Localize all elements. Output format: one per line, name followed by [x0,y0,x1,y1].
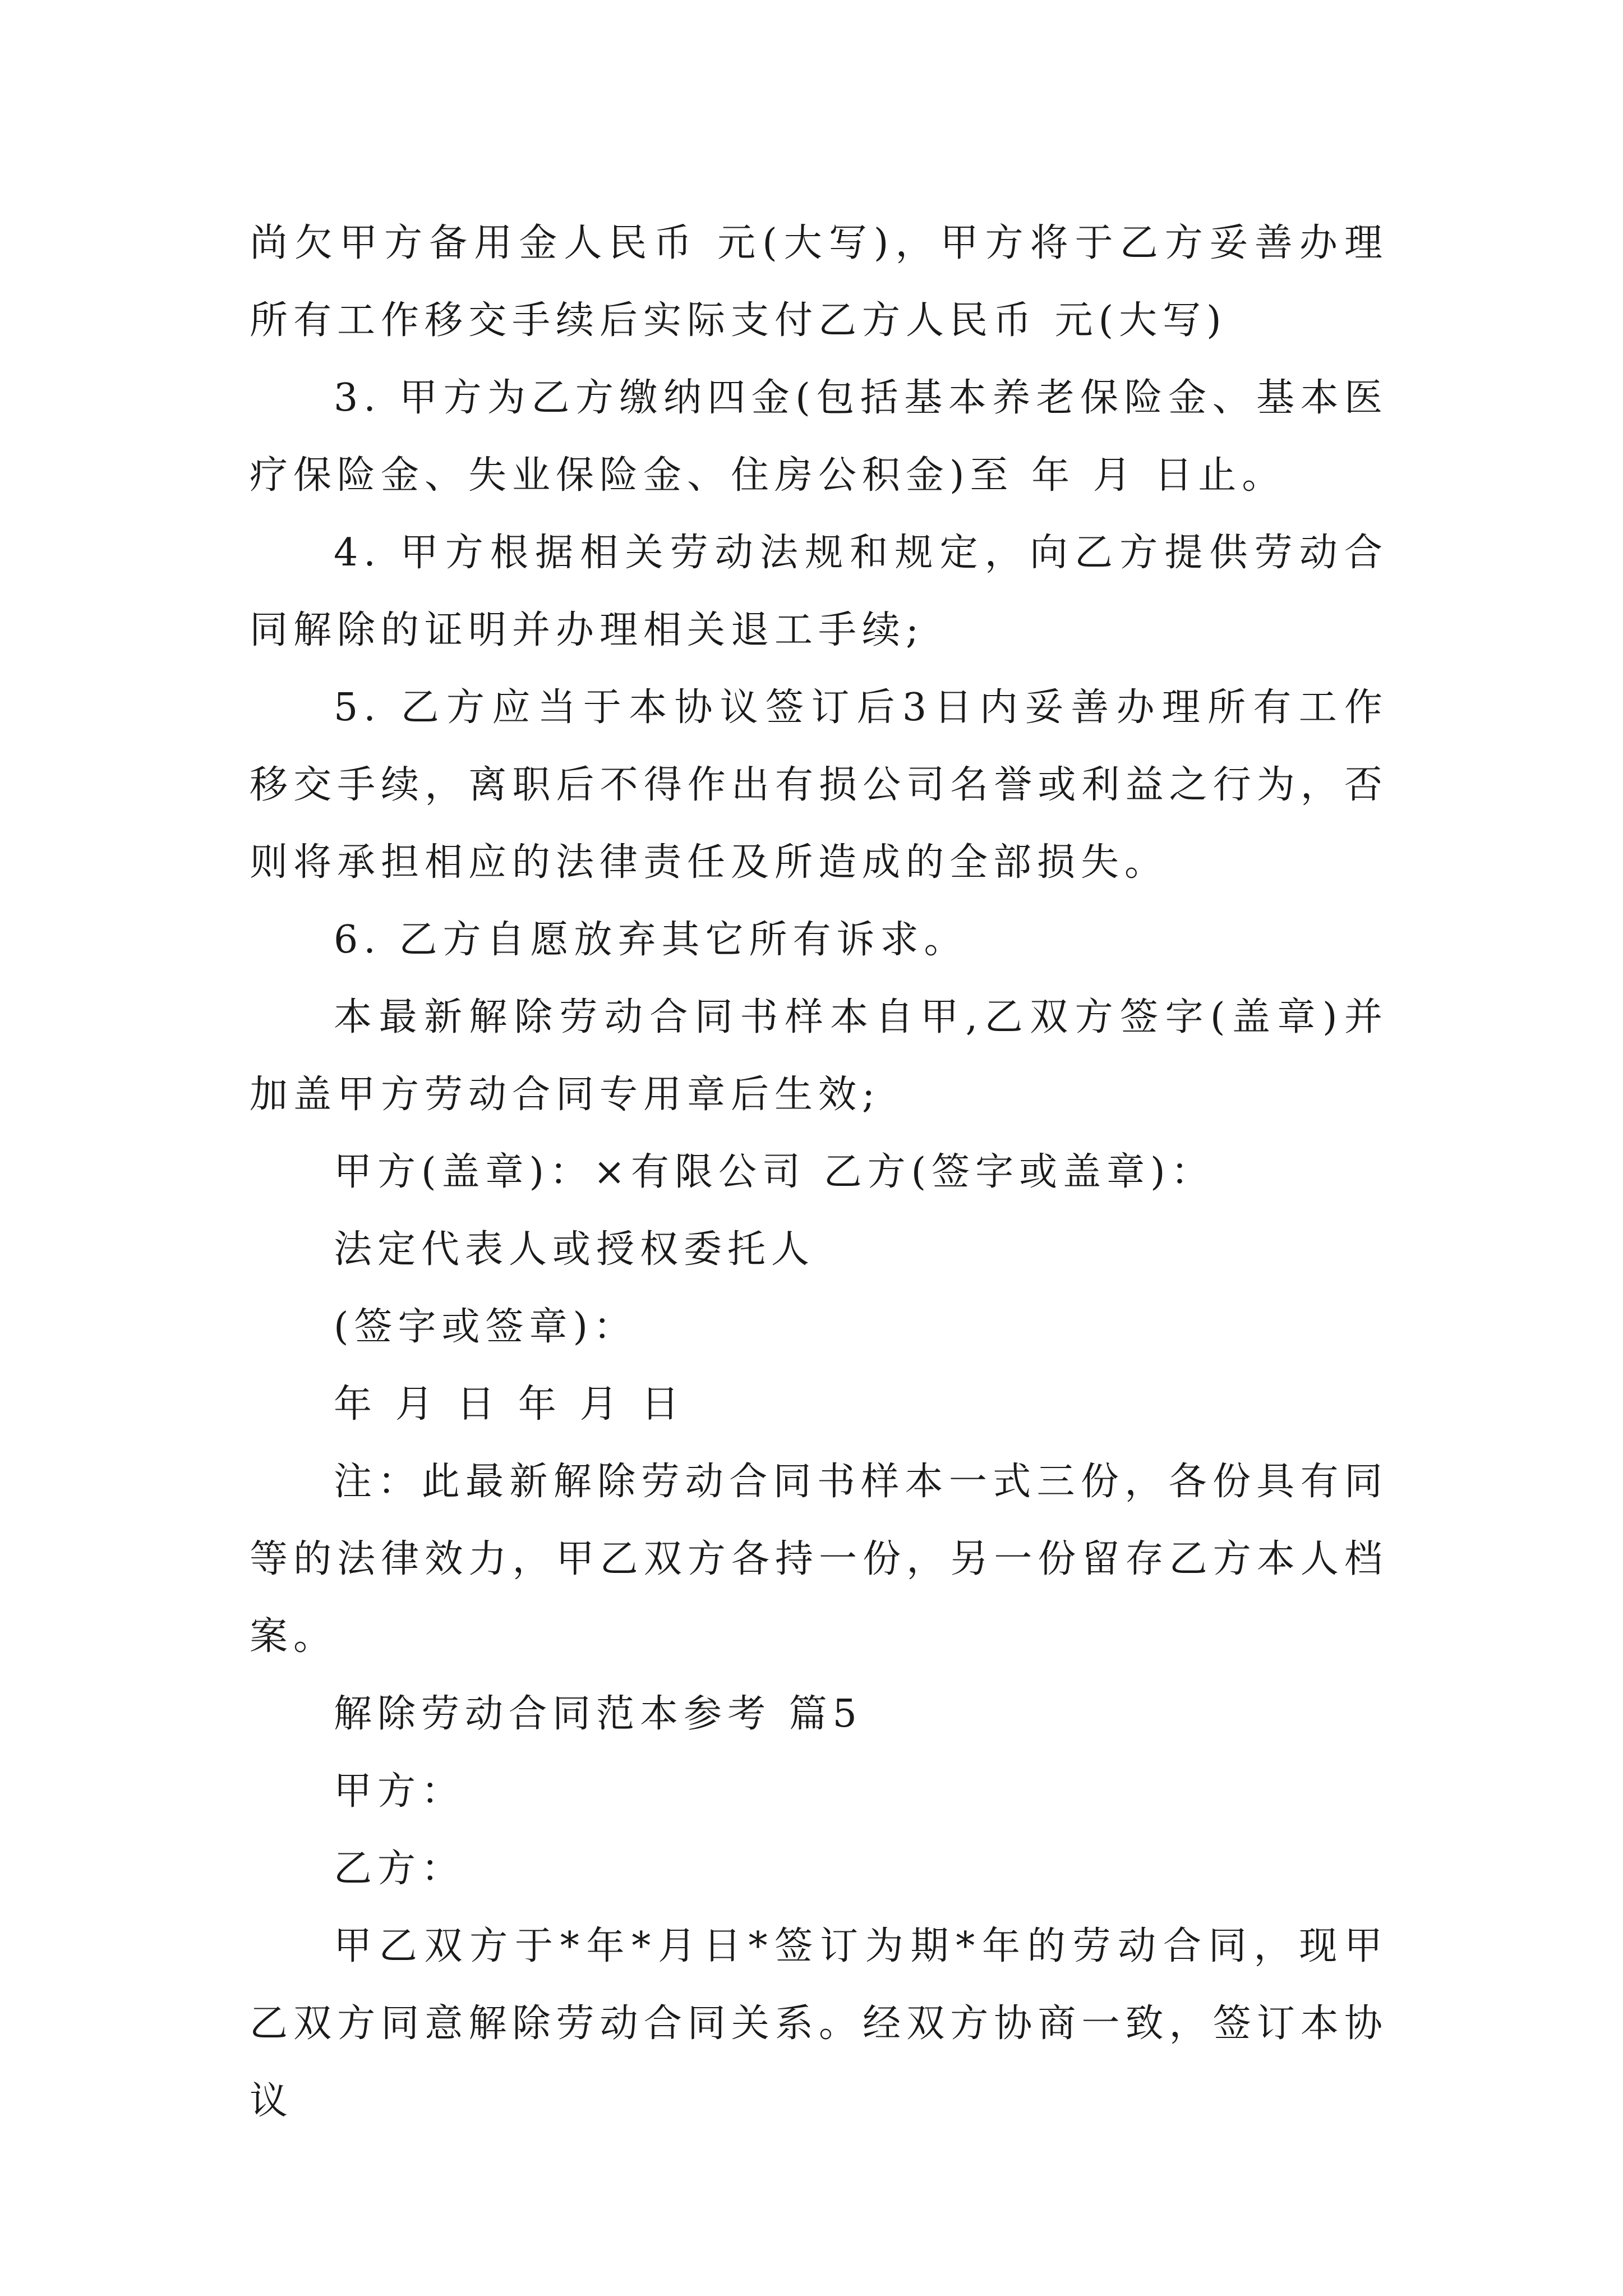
paragraph-item-5: 5. 乙方应当于本协议签订后3日内妥善办理所有工作移交手续，离职后不得作出有损公司名誉或利益之行为，否则将承担相应的法律责任及所造成的全部损失。 [250,685,1388,885]
party-b-line: 乙方： [334,1847,465,1891]
document-body [250,205,1388,2140]
paragraph-item-3: 3. 甲方为乙方缴纳四金(包括基本养老保险金、基本医疗保险金、失业保险金、住房公积金)至 年 月 日止。 [250,376,1388,498]
signature-party-line: 甲方(盖章)：×有限公司 乙方(签字或盖章)： [334,1150,1215,1194]
party-a-line: 甲方： [334,1769,465,1814]
section-heading: 解除劳动合同范本参考 篇5 [334,1692,863,1736]
paragraph-item-4: 4. 甲方根据相关劳动法规和规定，向乙方提供劳动合同解除的证明并办理相关退工手续; [250,531,1388,652]
paragraph-agreement-intro: 甲乙双方于*年*月日*签订为期*年的劳动合同，现甲乙双方同意解除劳动合同关系。经双方协商一致，签订本协议 [250,1924,1388,2123]
signature-representative-line: 法定代表人或授权委托人 [334,1227,815,1272]
signature-sign-line: (签字或签章)： [334,1305,638,1349]
paragraph-owed-reserve: 尚欠甲方备用金人民币 元(大写)，甲方将于乙方妥善办理所有工作移交手续后实际支付乙方人民币 元(大写) [250,221,1388,343]
signature-date-line: 年 月 日 年 月 日 [334,1382,685,1427]
paragraph-effective-clause: 本最新解除劳动合同书样本自甲,乙双方签字(盖章)并加盖甲方劳动合同专用章后生效; [250,995,1388,1117]
paragraph-item-6: 6. 乙方自愿放弃其它所有诉求。 [334,918,968,962]
paragraph-note: 注：此最新解除劳动合同书样本一式三份，各份具有同等的法律效力，甲乙双方各持一份，另一份留存乙方本人档案。 [250,1460,1388,1659]
